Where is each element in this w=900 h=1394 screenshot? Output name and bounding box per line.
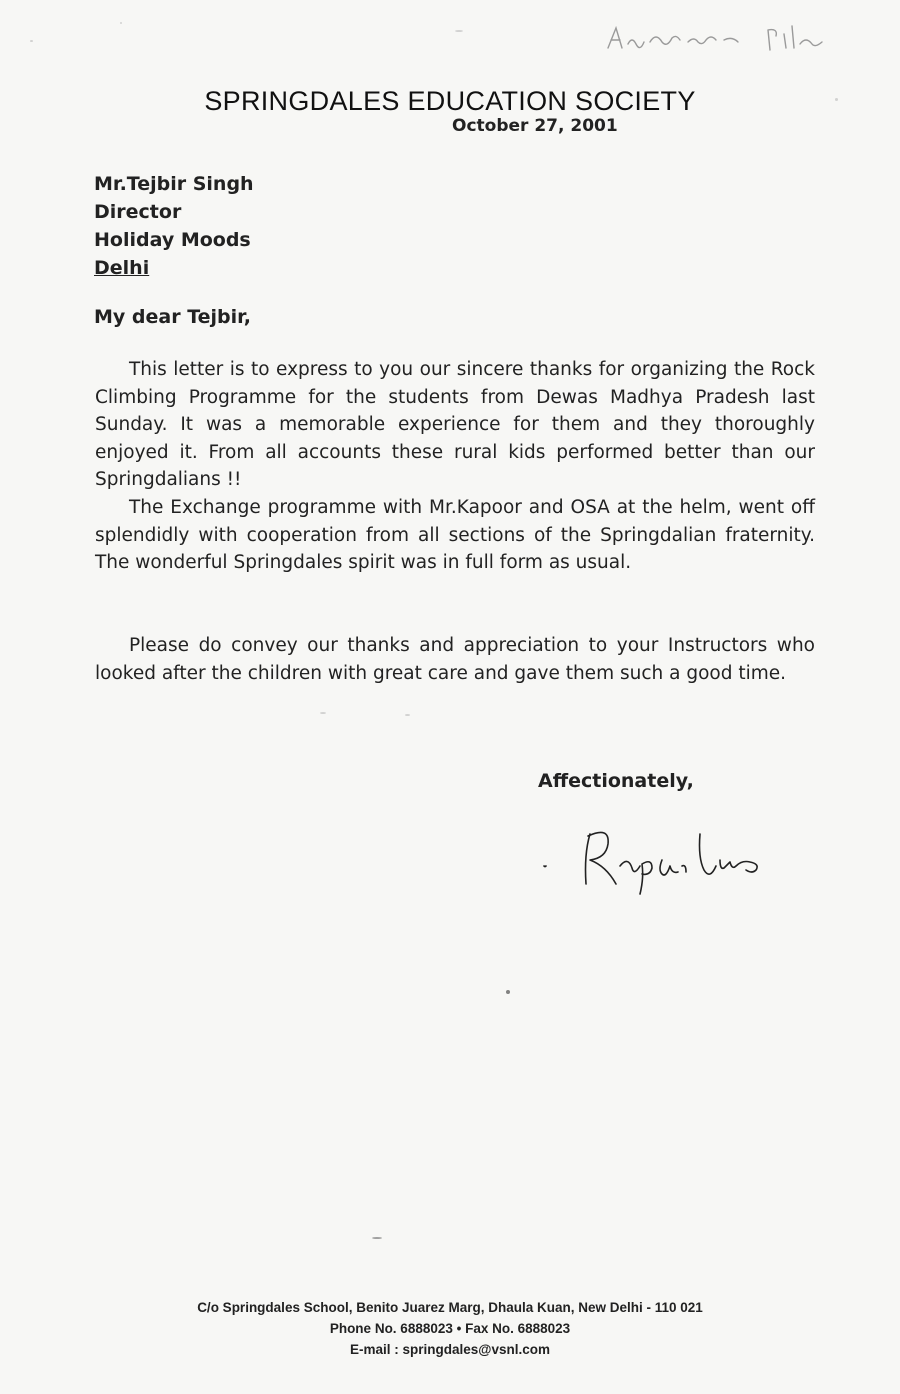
footer-address: C/o Springdales School, Benito Juarez Marg, Dhaula Kuan, New Delhi - 110 021 bbox=[197, 1300, 703, 1315]
scan-speck bbox=[455, 30, 463, 32]
footer-email: E-mail : springdales@vsnl.com bbox=[350, 1342, 550, 1357]
scan-speck bbox=[30, 40, 33, 42]
scan-speck bbox=[120, 22, 122, 24]
footer bbox=[0, 1297, 900, 1360]
body-paragraph-3 bbox=[95, 632, 815, 687]
body-paragraph-3-text: Please do convey our thanks and appreciation to your Instructors who looked after the children with great care and gave them such a good time. bbox=[95, 635, 815, 684]
body-paragraph-2-text: The Exchange programme with Mr.Kapoor and OSA at the helm, went off splendidly with cooperation from all sections of the Springdalian fraternity. The wonderful Springdales spirit was in full form as usual. bbox=[95, 497, 815, 573]
letter-date: October 27, 2001 bbox=[452, 116, 618, 136]
recipient-title: Director bbox=[94, 201, 182, 223]
organization-name: SPRINGDALES EDUCATION SOCIETY bbox=[204, 86, 696, 116]
body-paragraph-1-text: This letter is to express to you our sincere thanks for organizing the Rock Climbing Programme for the students from Dewas Madhya Pradesh last Sunday. It was a memorable experience for them and they thoroughly enjoyed it. From all accounts these rural kids performed better than our Springdalians !! bbox=[95, 359, 815, 490]
footer-phone-fax: Phone No. 6888023 • Fax No. 6888023 bbox=[329, 1321, 571, 1336]
salutation: My dear Tejbir, bbox=[94, 306, 251, 328]
signature bbox=[540, 818, 830, 908]
recipient-address bbox=[94, 170, 254, 282]
body-paragraph-1 bbox=[95, 356, 815, 494]
recipient-company: Holiday Moods bbox=[94, 229, 251, 251]
scan-speck bbox=[320, 712, 326, 714]
scan-speck bbox=[372, 1237, 382, 1239]
body-paragraph-2 bbox=[95, 494, 815, 577]
recipient-name: Mr.Tejbir Singh bbox=[94, 173, 254, 195]
scan-speck bbox=[506, 990, 510, 994]
recipient-city: Delhi bbox=[94, 257, 150, 279]
scan-speck bbox=[405, 714, 410, 716]
closing: Affectionately, bbox=[538, 770, 694, 792]
handwritten-annotation bbox=[600, 18, 850, 58]
